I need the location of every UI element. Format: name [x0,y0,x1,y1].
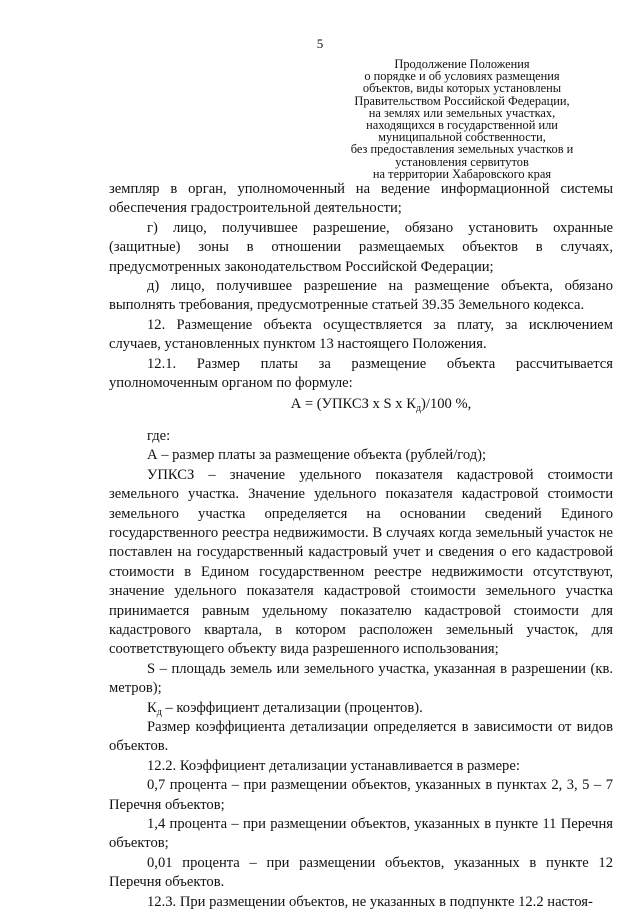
header-line: без предоставления земельных участков и [350,142,574,157]
header-line: объектов, виды которых установлены [362,81,562,96]
paragraph: земпляр в орган, уполномоченный на ведение информационной системы обеспечения градостроительной деятельности; [109,181,613,217]
paragraph: 12. Размещение объекта осуществляется за плату, за исключением случаев, установленных пунктом 13 настоящего Положения. [109,316,613,353]
header-line: муниципальной собственности, [378,130,546,145]
coef-symbol: К [147,699,157,716]
formula-subscript: д [415,403,422,415]
document-body [109,180,613,912]
header-line: на землях или земельных участках, [368,105,556,120]
header-line: на территории Хабаровского края [372,166,552,181]
paragraph: 1,4 процента – при размещении объектов, указанных в пункте 11 Перечня объектов; [109,816,613,852]
paragraph: 0,01 процента – при размещении объектов, указанных в пункте 12 Перечня объектов. [109,854,613,891]
formula-main: А = (УПКСЗ х S х К [290,396,416,413]
paragraph: где: [147,427,171,444]
paragraph: 12.1. Размер платы за размещение объекта рассчитывается уполномоченным органом по формуле: [109,355,613,392]
page-number: 5 [316,36,324,51]
paragraph: S – площадь земель или земельного участка, указанная в разрешении (кв. метров); [109,660,613,697]
coef-subscript: д [156,706,162,718]
paragraph: 12.3. При размещении объектов, не указанных в подпункте 12.2 настоя- [147,893,593,910]
formula-end: )/100 %, [421,396,472,413]
paragraph: г) лицо, получившее разрешение, обязано установить охранные (защитные) зоны в отношении размещаемых объектов в случаях, предусмотренных законодательством Российской Федерации; [109,219,613,275]
paragraph: 0,7 процента – при размещении объектов, указанных в пунктах 2, 3, 5 – 7 Перечня объектов; [109,777,613,813]
header-line: о порядке и об условиях размещения [364,69,560,84]
payment-formula [109,395,613,414]
coef-definition: – коэффициент детализации (процентов). [161,699,423,716]
header-line: установления сервитутов [395,154,529,169]
appendix-header [317,58,607,180]
paragraph: А – размер платы за размещение объекта (рублей/год); [147,447,487,464]
paragraph: Размер коэффициента детализации определяется в зависимости от видов объектов. [109,718,613,755]
header-line: Правительством Российской Федерации, [354,93,570,108]
paragraph: 12.2. Коэффициент детализации устанавливается в размере: [147,757,520,774]
paragraph: УПКСЗ – значение удельного показателя кадастровой стоимости земельного участка. Значение удельного показателя кадастровой стоимости земельного участка определяется на основании сведений Единого государственного реестра недвижимости. В случаях когда земельный участок не поставлен на государственный кадастровый учет и сведения о его кадастровой стоимости в Едином государственном реестре недвижимости отсутствуют, значение удельного показателя кадастровой стоимости земельного участка принимается равным удельному показателю кадастровой стоимости для кадастрового квартала, в котором расположен земельный участок, для соответствующего объекту вида разрешенного использования; [109,466,613,658]
header-line: находящихся в государственной или [366,118,558,133]
paragraph [109,699,613,718]
paragraph: д) лицо, получившее разрешение на размещение объекта, обязано выполнять требования, предусмотренные статьей 39.35 Земельного кодекса. [109,278,613,314]
header-line: Продолжение Положения [394,57,530,71]
